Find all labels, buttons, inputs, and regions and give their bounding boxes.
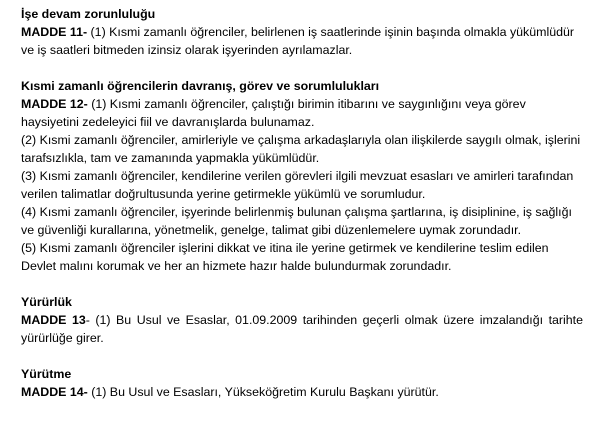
section-heading: Kısmi zamanlı öğrencilerin davranış, görev ve sorumlulukları bbox=[21, 79, 380, 93]
section-heading: Yürütme bbox=[21, 367, 72, 381]
section-execution bbox=[21, 365, 583, 401]
section-heading: Yürürlük bbox=[21, 295, 72, 309]
article-paragraph: (3) Kısmi zamanlı öğrenciler, kendilerine verilen görevleri ilgili mevzuat esasları ve amirleri tarafından verilen talimatlar doğrultusunda yerine getirmekle yükümlü ve sorumludur. bbox=[21, 169, 574, 201]
article-paragraph: (5) Kısmi zamanlı öğrenciler işlerini dikkat ve itina ile yerine getirmek ve kendilerine teslim edilen Devlet malını korumak ve her an hizmete hazır halde bulundurmak zorundadır. bbox=[21, 241, 549, 273]
section-effectiveness bbox=[21, 293, 583, 347]
article-label: MADDE 12- bbox=[21, 97, 88, 111]
article-text: (1) Bu Usul ve Esasları, Yükseköğretim Kurulu Başkanı yürütür. bbox=[87, 385, 439, 399]
section-heading: İşe devam zorunluluğu bbox=[21, 7, 156, 21]
section-attendance bbox=[21, 5, 583, 59]
article-label: MADDE 14- bbox=[21, 385, 88, 399]
document-page bbox=[21, 0, 583, 401]
article-label: MADDE 13 bbox=[21, 313, 86, 327]
article-paragraph bbox=[21, 95, 583, 131]
article-paragraph bbox=[21, 311, 583, 347]
article-paragraph: (4) Kısmi zamanlı öğrenciler, işyerinde belirlenmiş bulunan çalışma şartlarına, iş disiplinine, iş sağlığı ve güvenliği kurallarına, yönetmelik, genelge, talimat gibi düzenlemelere uymak zorundadır. bbox=[21, 205, 572, 237]
article-label: MADDE 11- bbox=[21, 25, 88, 39]
article-text: (1) Kısmi zamanlı öğrenciler, çalıştığı birimin itibarını ve saygınlığını veya görev haysiyetini zedeleyici fiil ve davranışlarda bulunamaz. bbox=[21, 97, 526, 129]
section-duties bbox=[21, 77, 583, 275]
article-text: - (1) Bu Usul ve Esaslar, 01.09.2009 tarihinden geçerli olmak üzere imzalandığı tarihte yürürlüğe girer. bbox=[21, 313, 584, 345]
article-paragraph bbox=[21, 383, 583, 401]
article-text: (1) Kısmi zamanlı öğrenciler, belirlenen iş saatlerinde işinin başında olmakla yükümlüdür ve iş saatleri bitmeden izinsiz olarak işyerinden ayrılamazlar. bbox=[21, 25, 575, 57]
article-paragraph bbox=[21, 23, 583, 59]
article-paragraph: (2) Kısmi zamanlı öğrenciler, amirleriyle ve çalışma arkadaşlarıyla olan ilişkilerde saygılı olmak, işlerini tarafsızlıkla, tam ve zamanında yapmakla yükümlüdür. bbox=[21, 133, 581, 165]
